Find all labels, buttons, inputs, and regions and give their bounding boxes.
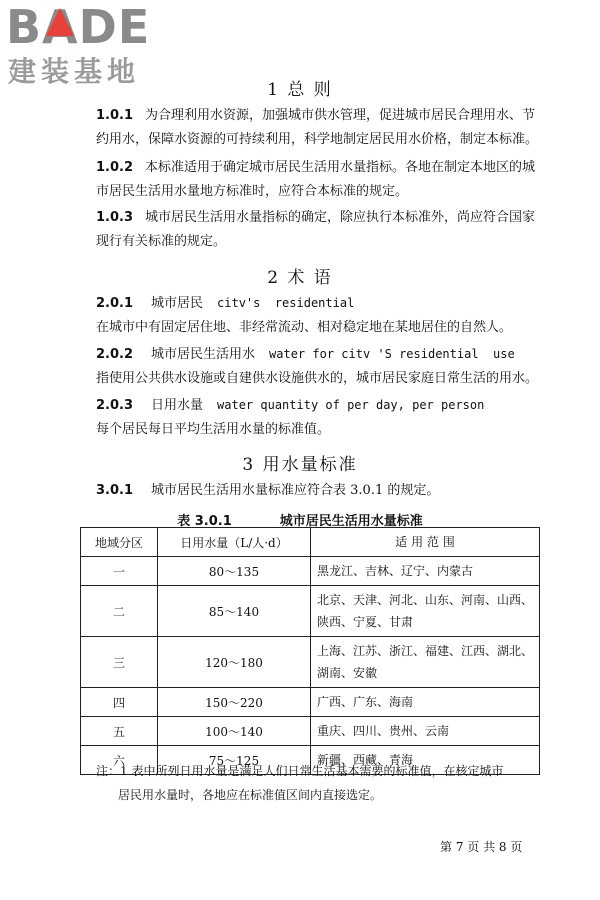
table-cell: 120～180 (158, 637, 311, 688)
table-header-row (81, 528, 540, 557)
clause-1-0-2 (96, 156, 542, 204)
term-definition: 指使用公共供水设施或自建供水设施供水的，城市居民家庭日常生活的用水。 (96, 371, 539, 386)
table-cell: 新疆、西藏、青海 (311, 746, 540, 775)
table-label: 表 3.0.1 (177, 514, 232, 529)
table-cell: 五 (81, 717, 158, 746)
clause-1-0-1 (96, 104, 542, 152)
logo-triangle-icon (46, 8, 74, 36)
clause-number: 2.0.1 (96, 296, 134, 311)
table-cell: 二 (81, 586, 158, 637)
chapter-3-title: 3 用水量标准 (242, 455, 358, 475)
table-cell: 四 (81, 688, 158, 717)
table-cell: 100～140 (158, 717, 311, 746)
table-row (81, 557, 540, 586)
term-english: citv's residential (217, 296, 355, 310)
table-cell: 75～125 (158, 746, 311, 775)
clause-text: 为合理利用水资源，加强城市供水管理，促进城市居民合理用水、节约用水，保障水资源的可持续利用，科学地制定居民用水价格，制定本标准。 (96, 108, 539, 147)
table-cell: 85～140 (158, 586, 311, 637)
table-cell: 80～135 (158, 557, 311, 586)
term-english: water quantity of per day, per person (217, 398, 485, 412)
logo-wordmark: BADE (6, 0, 151, 54)
table-header-cell: 地域分区 (81, 528, 158, 557)
table-row (81, 717, 540, 746)
table-cell: 150～220 (158, 688, 311, 717)
clause-number: 1.0.3 (96, 210, 134, 225)
table-note-line-1: 注：1 表中所列日用水量是满足人们日常生活基本需要的标准值，在核定城市 (96, 764, 504, 778)
term-name: 城市居民 (151, 296, 204, 311)
water-standard-table (80, 527, 540, 775)
table-cell: 上海、江苏、浙江、福建、江西、湖北、湖南、安徽 (311, 637, 540, 688)
table-cell: 一 (81, 557, 158, 586)
table-cell: 三 (81, 637, 158, 688)
clause-1-0-3 (96, 206, 542, 254)
table-note-line-2: 居民用水量时，各地应在标准值区间内直接选定。 (118, 788, 383, 802)
table-title: 城市居民生活用水量标准 (279, 514, 423, 529)
term-2-0-2 (96, 343, 515, 366)
table-header-cell: 适 用 范 围 (311, 528, 540, 557)
term-english: water for citv 'S residential use (269, 347, 515, 361)
clause-3-0-1 (96, 480, 439, 502)
table-cell: 六 (81, 746, 158, 775)
term-definition: 在城市中有固定居住地、非经常流动、相对稳定地在某地居住的自然人。 (96, 320, 513, 335)
term-definition: 每个居民每日平均生活用水量的标准值。 (96, 422, 331, 437)
logo-subtitle: 建装基地 (8, 55, 141, 88)
page-number: 第 7 页 共 8 页 (440, 840, 523, 854)
table-cell: 北京、天津、河北、山东、河南、山西、陕西、宁夏、甘肃 (311, 586, 540, 637)
chapter-1-title: 1 总 则 (267, 80, 333, 100)
clause-number: 2.0.2 (96, 347, 134, 362)
clause-text: 本标准适用于确定城市居民生活用水量指标。各地在制定本地区的城市居民生活用水量地方标准时，应符合本标准的规定。 (96, 160, 536, 199)
term-2-0-3 (96, 394, 484, 417)
term-name: 城市居民生活用水 (151, 347, 256, 362)
table-row (81, 637, 540, 688)
clause-number: 2.0.3 (96, 398, 134, 413)
clause-text: 城市居民生活用水量指标的确定，除应执行本标准外，尚应符合国家现行有关标准的规定。 (96, 210, 536, 249)
clause-number: 1.0.2 (96, 160, 134, 175)
term-name: 日用水量 (151, 398, 204, 413)
clause-number: 1.0.1 (96, 108, 134, 123)
table-header-cell: 日用水量（L/人·d） (158, 528, 311, 557)
clause-number: 3.0.1 (96, 483, 134, 498)
table-row (81, 688, 540, 717)
table-row (81, 586, 540, 637)
table-cell: 广西、广东、海南 (311, 688, 540, 717)
table-cell: 重庆、四川、贵州、云南 (311, 717, 540, 746)
chapter-2-title: 2 术 语 (267, 268, 333, 288)
table-cell: 黑龙江、吉林、辽宁、内蒙古 (311, 557, 540, 586)
clause-text: 城市居民生活用水量标准应符合表 3.0.1 的规定。 (151, 483, 440, 498)
term-2-0-1 (96, 292, 354, 315)
